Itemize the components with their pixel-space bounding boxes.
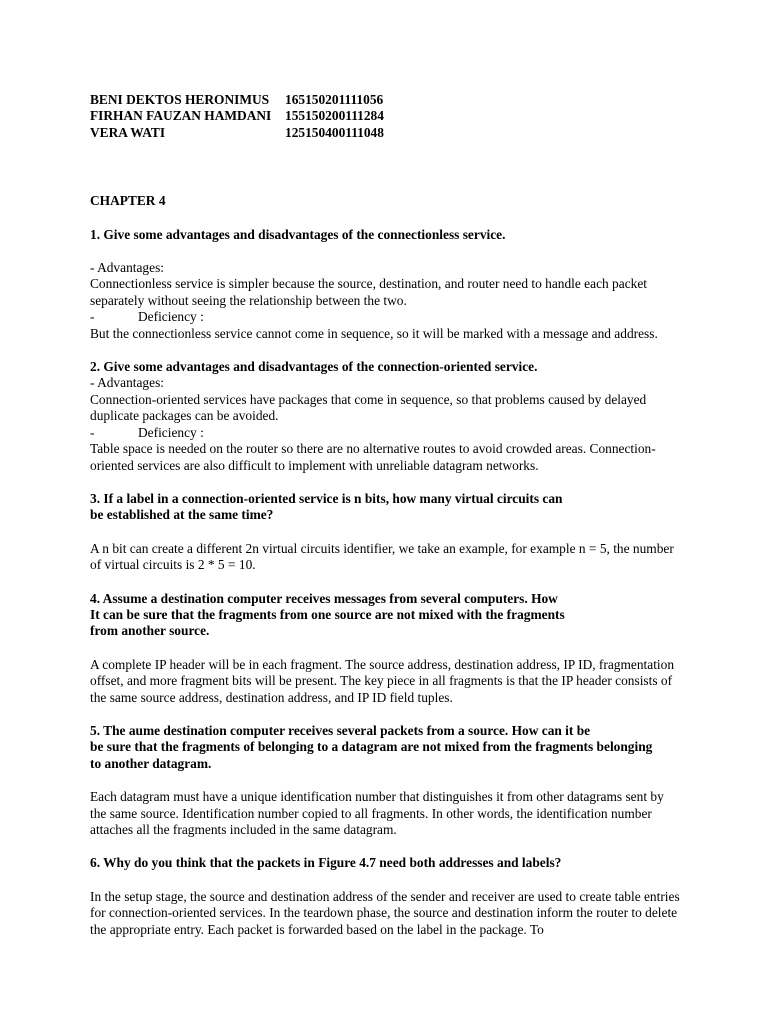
author-list bbox=[90, 92, 682, 141]
question-1: 1. Give some advantages and disadvantages of the connectionless service. bbox=[90, 226, 506, 242]
author-id: 125150400111048 bbox=[285, 124, 384, 140]
author-id: 155150200111284 bbox=[285, 108, 384, 124]
question-4-line-3: from another source. bbox=[90, 623, 210, 639]
document-page bbox=[90, 92, 682, 938]
advantages-label: - Advantages: bbox=[90, 375, 165, 391]
chapter-heading: CHAPTER 4 bbox=[90, 193, 166, 209]
question-5-line-2: be sure that the fragments of belonging to a datagram are not mixed from the fragments belonging bbox=[90, 739, 653, 755]
question-3-line-2: be established at the same time? bbox=[90, 507, 274, 523]
author-row bbox=[90, 108, 682, 124]
answer-4: A complete IP header will be in each fragment. The source address, destination address, IP ID, fragmentation offset, and more fragment bits will be present. The key piece in all fragments is that the IP header consists of the same source address, destination address, and IP ID field tuples. bbox=[90, 656, 675, 705]
advantages-label: - Advantages: bbox=[90, 260, 165, 276]
answer-3: A n bit can create a different 2n virtual circuits identifier, we take an example, for example n = 5, the number of virtual circuits is 2 * 5 = 10. bbox=[90, 540, 674, 573]
deficiency-text: But the connectionless service cannot come in sequence, so it will be marked with a message and address. bbox=[90, 325, 658, 341]
deficiency-text: Table space is needed on the router so there are no alternative routes to avoid crowded areas. Connection-oriented services are also difficult to implement with unreliable datagram networks. bbox=[90, 441, 656, 473]
advantages-text: Connection-oriented services have packages that come in sequence, so that problems caused by delayed duplicate packages can be avoided. bbox=[90, 391, 647, 424]
question-5-line-1: 5. The aume destination computer receives several packets from a source. How can it be bbox=[90, 722, 591, 738]
deficiency-label-line bbox=[90, 425, 682, 441]
deficiency-dash: - bbox=[90, 309, 95, 325]
author-name: FIRHAN FAUZAN HAMDANI bbox=[90, 108, 272, 124]
author-id: 165150201111056 bbox=[285, 92, 384, 107]
question-2: 2. Give some advantages and disadvantages of the connection-oriented service. bbox=[90, 359, 538, 375]
deficiency-label: Deficiency : bbox=[138, 424, 204, 440]
question-5-line-3: to another datagram. bbox=[90, 755, 212, 771]
author-name: VERA WATI bbox=[90, 124, 166, 140]
deficiency-label-line bbox=[90, 309, 682, 325]
author-row bbox=[90, 125, 682, 141]
advantages-text: Connectionless service is simpler because the source, destination, and router need to handle each packet separately without seeing the relationship between the two. bbox=[90, 276, 647, 308]
deficiency-label: Deficiency : bbox=[138, 309, 204, 325]
question-6: 6. Why do you think that the packets in Figure 4.7 need both addresses and labels? bbox=[90, 855, 562, 871]
question-3-line-1: 3. If a label in a connection-oriented service is n bits, how many virtual circuits can bbox=[90, 490, 563, 506]
answer-6: In the setup stage, the source and destination address of the sender and receiver are used to create table entries for connection-oriented services. In the teardown phase, the source and destination inform the router to delete the appropriate entry. Each packet is forwarded based on the label in the package. To bbox=[90, 888, 680, 937]
deficiency-dash: - bbox=[90, 424, 95, 440]
author-name: BENI DEKTOS HERONIMUS bbox=[90, 92, 270, 107]
question-4-line-1: 4. Assume a destination computer receives messages from several computers. How bbox=[90, 590, 558, 606]
author-row bbox=[90, 92, 682, 108]
question-4-line-2: It can be sure that the fragments from one source are not mixed with the fragments bbox=[90, 606, 565, 622]
answer-5: Each datagram must have a unique identification number that distinguishes it from other datagrams sent by the same source. Identification number copied to all fragments. In other words, the identification number attaches all the fragments included in the same datagram. bbox=[90, 789, 664, 837]
